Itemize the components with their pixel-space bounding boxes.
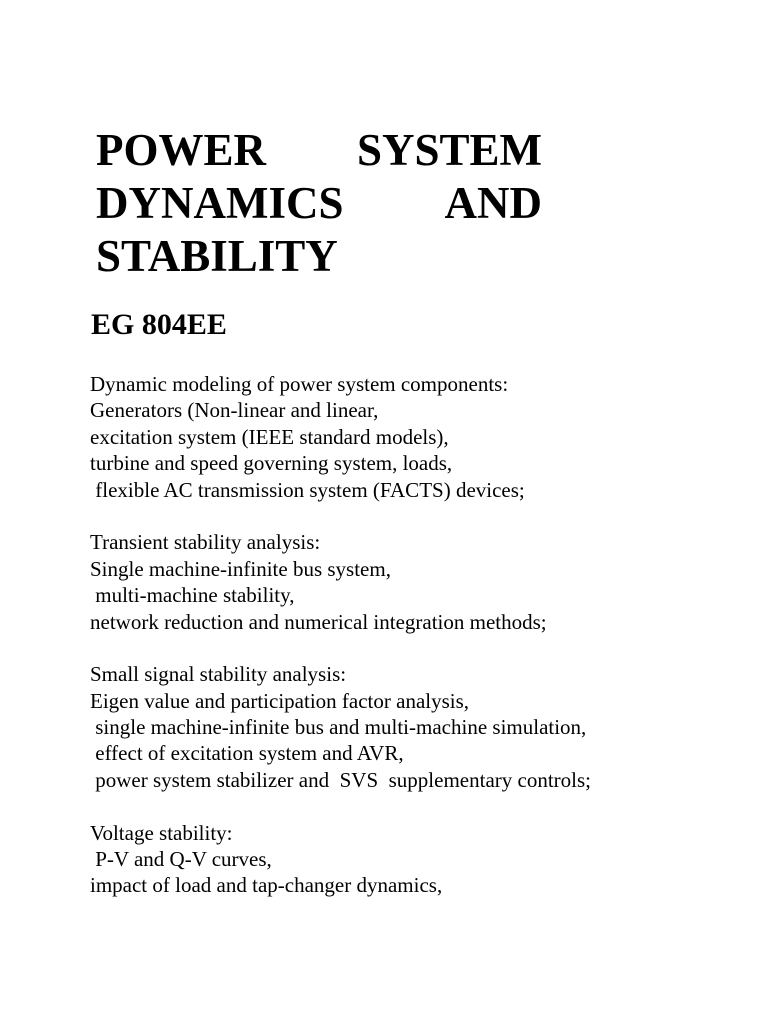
title-line-3	[96, 230, 542, 283]
section-small-signal-stability	[90, 661, 750, 793]
title-word: AND	[444, 178, 542, 228]
section-heading: Voltage stability:	[90, 820, 233, 845]
title-word: STABILITY	[96, 231, 338, 281]
course-code: EG 804EE	[91, 308, 227, 341]
text-line: flexible AC transmission system (FACTS) devices;	[90, 477, 525, 502]
title-line-1	[96, 124, 542, 177]
text-line: Eigen value and participation factor analysis,	[90, 688, 470, 713]
document-title	[96, 124, 542, 283]
section-voltage-stability	[90, 820, 750, 899]
text-line: network reduction and numerical integration methods;	[90, 609, 547, 634]
text-line: impact of load and tap-changer dynamics,	[90, 873, 443, 898]
text-line: multi-machine stability,	[90, 583, 295, 608]
text-line: excitation system (IEEE standard models),	[90, 424, 449, 449]
section-dynamic-modeling	[90, 371, 750, 503]
title-line-2	[96, 177, 542, 230]
text-line: P-V and Q-V curves,	[90, 847, 272, 872]
text-line: Generators (Non-linear and linear,	[90, 398, 379, 423]
text-line: power system stabilizer and SVS supplementary controls;	[90, 767, 591, 792]
title-word: SYSTEM	[356, 125, 542, 175]
section-heading: Small signal stability analysis:	[90, 662, 347, 687]
section-transient-stability	[90, 529, 750, 635]
text-line: Single machine-infinite bus system,	[90, 556, 391, 581]
text-line: turbine and speed governing system, loads,	[90, 451, 453, 476]
section-heading: Transient stability analysis:	[90, 530, 321, 555]
title-word: POWER	[96, 125, 267, 175]
title-word: DYNAMICS	[96, 178, 344, 228]
text-line: single machine-infinite bus and multi-machine simulation,	[90, 715, 587, 740]
text-line: effect of excitation system and AVR,	[90, 741, 404, 766]
syllabus-content	[90, 371, 750, 925]
section-heading: Dynamic modeling of power system components:	[90, 372, 509, 396]
